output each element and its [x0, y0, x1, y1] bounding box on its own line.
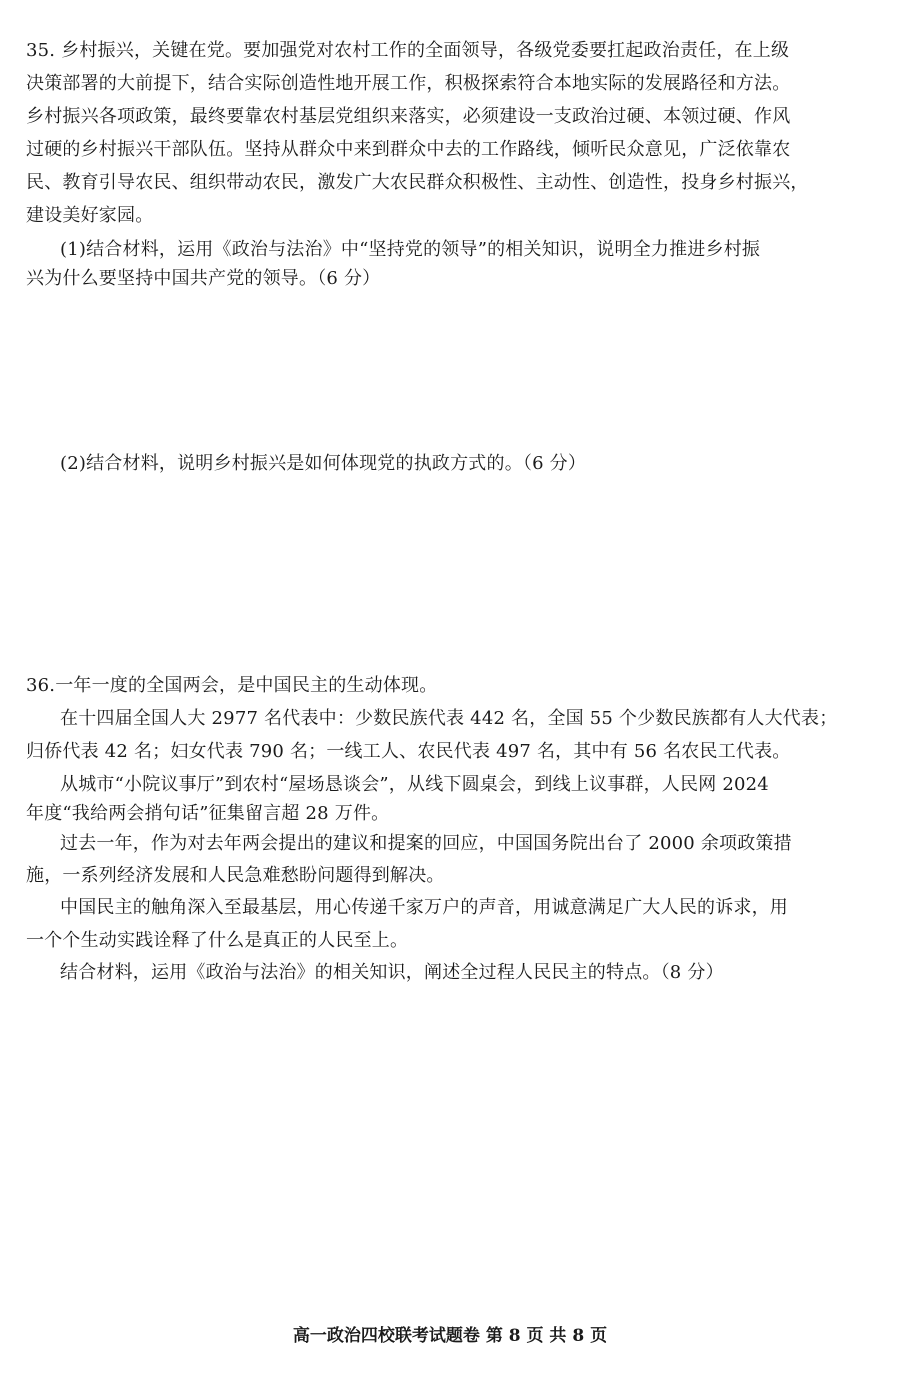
q36-text-line: 从城市“小院议事厅”到农村“屋场恳谈会”，从线下圆桌会，到线上议事群，人民网 2024: [60, 774, 769, 795]
q35-text-line: 决策部署的大前提下，结合实际创造性地开展工作，积极探索符合本地实际的发展路径和方法。: [26, 73, 791, 94]
q35-sub2-prompt: (2)结合材料，说明乡村振兴是如何体现党的执政方式的。（6 分）: [60, 453, 587, 474]
q35-sub1-prompt: 兴为什么要坚持中国共产党的领导。（6 分）: [26, 268, 381, 289]
q35-sub1-prompt: (1)结合材料，运用《政治与法治》中“坚持党的领导”的相关知识，说明全力推进乡村振: [60, 239, 761, 260]
q36-title: 36.一年一度的全国两会，是中国民主的生动体现。: [26, 675, 438, 696]
page-footer: 高一政治四校联考试题卷 第 8 页 共 8 页: [292, 1326, 608, 1346]
q36-text-line: 一个个生动实践诠释了什么是真正的人民至上。: [26, 930, 409, 951]
q35-text-line: 过硬的乡村振兴干部队伍。坚持从群众中来到群众中去的工作路线，倾听民众意见，广泛依靠农: [26, 139, 791, 160]
q36-text-line: 在十四届全国人大 2977 名代表中：少数民族代表 442 名，全国 55 个少数民族都有人大代表；: [60, 708, 838, 729]
q36-text-line: 归侨代表 42 名；妇女代表 790 名；一线工人、农民代表 497 名，其中有 56 名农民工代表。: [26, 741, 791, 762]
q35-text-line: 民、教育引导农民、组织带动农民，激发广大农民群众积极性、主动性、创造性，投身乡村振兴，: [26, 172, 809, 193]
q36-text-line: 年度“我给两会捎句话”征集留言超 28 万件。: [26, 803, 390, 824]
q36-prompt: 结合材料，运用《政治与法治》的相关知识，阐述全过程人民民主的特点。（8 分）: [60, 962, 724, 983]
q35-text-line: 35. 乡村振兴，关键在党。要加强党对农村工作的全面领导，各级党委要扛起政治责任，在上级: [26, 40, 790, 61]
q36-text-line: 施，一系列经济发展和人民急难愁盼问题得到解决。: [26, 865, 445, 886]
q35-text-line: 乡村振兴各项政策，最终要靠农村基层党组织来落实，必须建设一支政治过硬、本领过硬、作风: [26, 106, 791, 127]
q36-text-line: 中国民主的触角深入至最基层，用心传递千家万户的声音，用诚意满足广大人民的诉求，用: [60, 897, 788, 918]
q36-text-line: 过去一年，作为对去年两会提出的建议和提案的回应，中国国务院出台了 2000 余项政策措: [60, 833, 792, 854]
q35-text-line: 建设美好家园。: [26, 205, 154, 226]
